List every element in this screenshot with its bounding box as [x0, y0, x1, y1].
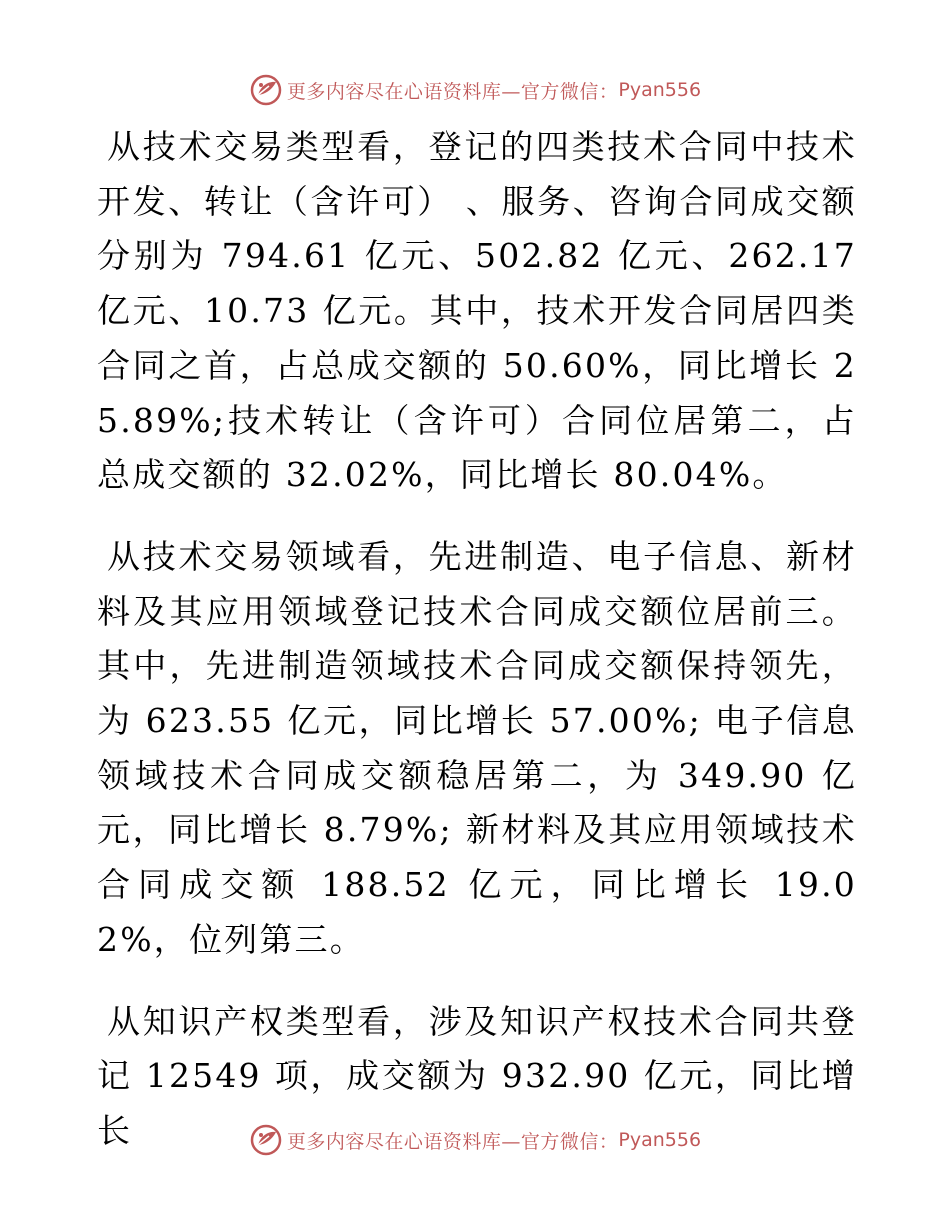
watermark-text: 更多内容尽在心语资料库—官方微信： [286, 1130, 619, 1153]
leaf-seal-icon [249, 1123, 283, 1157]
header-watermark [0, 72, 950, 108]
leaf-seal-icon [249, 73, 283, 107]
watermark-wechat-id: Pyan556 [618, 1129, 702, 1151]
paragraph-transaction-type: 从技术交易类型看，登记的四类技术合同中技术开发、转让（含许可） 、服务、咨询合同成交额分别为 794.61 亿元、502.82 亿元、262.17 亿元、10.73 亿元。其中，技术开发合同居四类合同之首，占总成交额的 50.60%，同比增长 25.89%;技术转让（含许可）合同位居第二，占总成交额的 32.02%，同比增长 80.04%。 [97, 127, 857, 495]
paragraph-transaction-field: 从技术交易领域看，先进制造、电子信息、新材料及其应用领域登记技术合同成交额位居前三。其中，先进制造领域技术合同成交额保持领先，为 623.55 亿元，同比增长 57.00%; 电子信息领域技术合同成交额稳居第二，为 349.90 亿元，同比增长 8.79%; 新材料及其应用领域技术合同成交额 188.52 亿元，同比增长 19.02%，位列第三。 [97, 536, 857, 959]
footer-watermark [0, 1122, 950, 1158]
document-body [97, 120, 857, 1159]
watermark-wechat-id: Pyan556 [618, 79, 702, 101]
watermark-text: 更多内容尽在心语资料库—官方微信： [286, 80, 619, 103]
paragraph-ip-type: 从知识产权类型看，涉及知识产权技术合同共登记 12549 项，成交额为 932.90 亿元，同比增长 [97, 1001, 857, 1150]
